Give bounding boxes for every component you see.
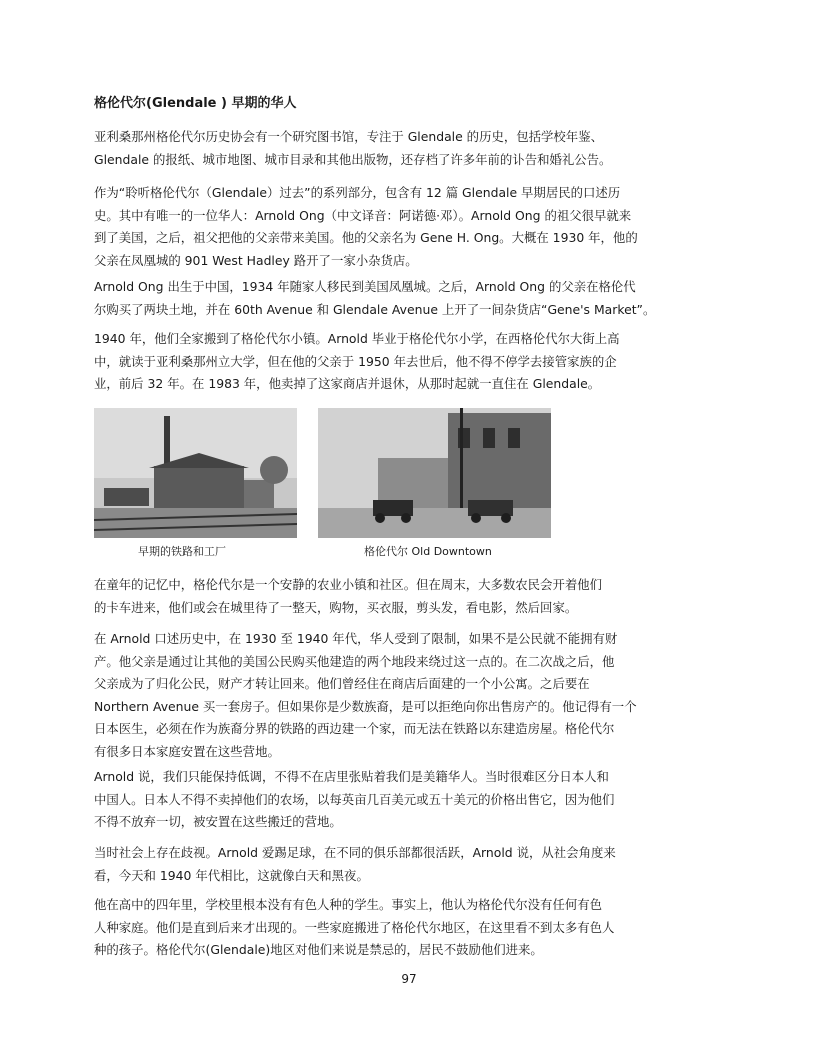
paragraph <box>94 182 724 272</box>
text-line: Arnold 说，我们只能保持低调，不得不在店里张贴着我们是美籍华人。当时很难区分日本人和 <box>94 769 609 784</box>
text-line: 在童年的记忆中，格伦代尔是一个安静的农业小镇和社区。但在周末，大多数农民会开着他们 <box>94 577 603 592</box>
paragraph <box>94 328 724 396</box>
text-line: 父亲在凤凰城的 901 West Hadley 路开了一家小杂货店。 <box>94 252 418 268</box>
paragraph <box>94 842 724 887</box>
text-line: 当时社会上存在歧视。Arnold 爱踢足球，在不同的俱乐部都很活跃，Arnold 说，从社会角度来 <box>94 845 616 860</box>
text-line: 到了美国，之后，祖父把他的父亲带来美国。他的父亲名为 Gene H. Ong。大概在 1930 年，他的 <box>94 230 638 245</box>
text-line: 中国人。日本人不得不卖掉他们的农场，以每英亩几百美元或五十美元的价格出售它，因为他们 <box>94 791 615 807</box>
text-line: 父亲成为了归化公民，财产才转让回来。他们曾经住在商店后面建的一个小公寓。之后要在 <box>94 676 590 691</box>
document-page <box>94 0 724 1063</box>
figure-caption: 早期的铁路和工厂 <box>138 545 226 558</box>
text-line: 人种家庭。他们是直到后来才出现的。一些家庭搬进了格伦代尔地区，在这里看不到太多有色人 <box>94 919 615 935</box>
text-line: 不得不放弃一切，被安置在这些搬迁的营地。 <box>94 814 342 829</box>
text-line: 在 Arnold 口述历史中，在 1930 至 1940 年代，华人受到了限制，如果不是公民就不能拥有财 <box>94 631 618 646</box>
text-line: 中，就读于亚利桑那州立大学，但在他的父亲于 1950 年去世后，他不得不停学去接管家族的企 <box>94 353 617 369</box>
text-line: 他在高中的四年里，学校里根本没有有色人种的学生。事实上，他认为格伦代尔没有任何有色 <box>94 897 603 912</box>
old-downtown-photo <box>318 408 551 538</box>
text-line: 种的孩子。格伦代尔(Glendale)地区对他们来说是禁忌的，居民不鼓励他们进来。 <box>94 942 543 957</box>
text-line: Glendale 的报纸、城市地图、城市目录和其他出版物，还存档了许多年前的讣告和婚礼公告。 <box>94 151 612 167</box>
figure-caption: 格伦代尔 Old Downtown <box>364 545 492 558</box>
text-line: 1940 年，他们全家搬到了格伦代尔小镇。Arnold 毕业于格伦代尔小学，在西格伦代尔大街上高 <box>94 331 620 346</box>
text-line: 亚利桑那州格伦代尔历史协会有一个研究图书馆，专注于 Glendale 的历史，包括学校年鉴、 <box>94 129 603 144</box>
text-line: 产。他父亲是通过让其他的美国公民购买他建造的两个地段来绕过这一点的。在二次战之后，他 <box>94 653 615 669</box>
text-line: 作为“聆听格伦代尔（Glendale）过去”的系列部分，包含有 12 篇 Glendale 早期居民的口述历 <box>94 185 621 200</box>
page-number: 97 <box>401 972 417 986</box>
text-line: 日本医生，必须在作为族裔分界的铁路的西边建一个家，而无法在铁路以东建造房屋。格伦代尔 <box>94 721 615 736</box>
text-line: 的卡车进来，他们或会在城里待了一整天，购物，买衣服，剪头发，看电影，然后回家。 <box>94 599 578 615</box>
paragraph <box>94 894 724 962</box>
paragraph <box>94 628 724 763</box>
paragraph <box>94 574 724 619</box>
article-title: 格伦代尔(Glendale ) 早期的华人 <box>94 96 297 111</box>
text-line: 业，前后 32 年。在 1983 年，他卖掉了这家商店并退休，从那时起就一直住在 Glendale。 <box>94 376 601 391</box>
text-line: 看，今天和 1940 年代相比，这就像白天和黑夜。 <box>94 867 369 883</box>
paragraph <box>94 276 724 321</box>
text-line: 史。其中有唯一的一位华人：Arnold Ong（中文译音：阿诺德·邓）。Arnold Ong 的祖父很早就来 <box>94 207 632 223</box>
text-line: 尔购买了两块土地，并在 60th Avenue 和 Glendale Avenue 上开了一间杂货店“Gene's Market”。 <box>94 301 656 317</box>
paragraph <box>94 126 724 171</box>
text-line: Arnold Ong 出生于中国，1934 年随家人移民到美国凤凰城。之后，Arnold Ong 的父亲在格伦代 <box>94 279 636 294</box>
text-line: 有很多日本家庭安置在这些营地。 <box>94 743 280 759</box>
railroad-factory-photo <box>94 408 297 538</box>
text-line: Northern Avenue 买一套房子。但如果你是少数族裔，是可以拒绝向你出售房产的。他记得有一个 <box>94 698 637 714</box>
paragraph <box>94 766 724 834</box>
